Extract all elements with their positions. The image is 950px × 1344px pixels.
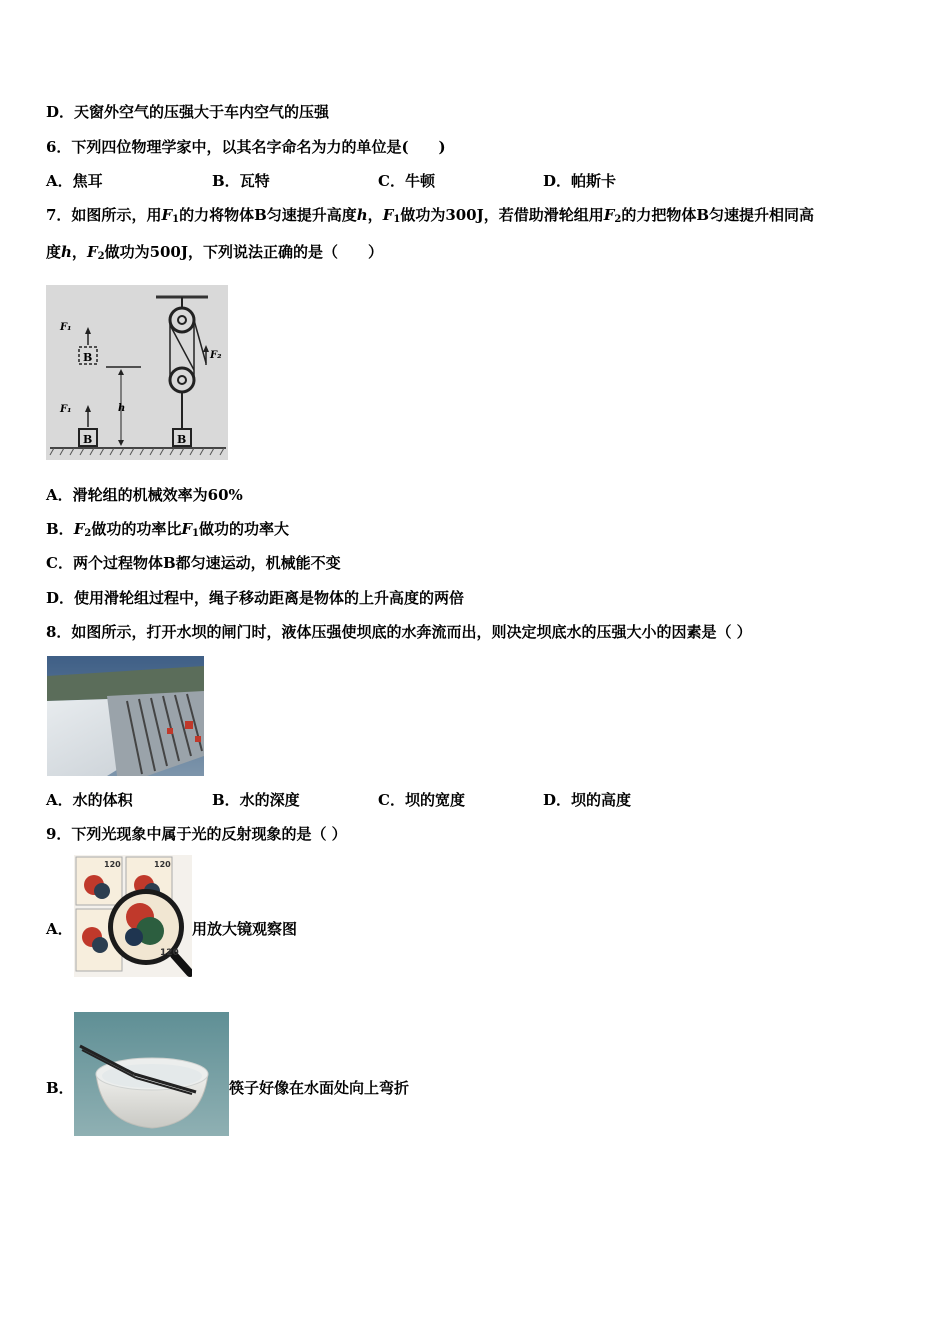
q7-stem-text: 7．如图所示，用 [46, 206, 162, 224]
q7-stem-text: 的力将物体B匀速提升高度 [179, 206, 357, 224]
q6-option-b: B．瓦特 [212, 172, 270, 190]
var-h: h [356, 206, 368, 224]
block-b-label: B [83, 433, 93, 446]
magnifier-photo [74, 855, 192, 977]
q7-option-text: 做功的功率比 [91, 520, 182, 538]
var-f: F [603, 206, 615, 224]
q7-stem-text: 度 [46, 243, 62, 261]
q8-option-b: B．水的深度 [212, 791, 300, 809]
q8-option-c: C．坝的宽度 [378, 791, 465, 809]
q7-stem-text: 做功为500J，下列说法正确的是（ ） [104, 243, 383, 261]
q5-option-d: D．天窗外空气的压强大于车内空气的压强 [46, 103, 330, 121]
var-f: F [161, 206, 173, 224]
var-f: F [181, 520, 192, 538]
label-f2: F₂ [210, 350, 222, 361]
q6-option-a: A．焦耳 [46, 172, 103, 190]
sub-2: 2 [97, 251, 105, 262]
q8-option-a: A．水的体积 [46, 791, 133, 809]
q6-option-d: D．帕斯卡 [543, 172, 617, 190]
q7-stem-text: ， [71, 243, 87, 261]
q8-stem: 8．如图所示，打开水坝的闸门时，液体压强使坝底的水奔流而出，则决定坝底水的压强大小的因素是（ ） [46, 623, 752, 641]
var-f: F [382, 206, 394, 224]
q9-option-a-caption: 用放大镜观察图 [192, 920, 298, 938]
q7-option-text: B． [46, 520, 74, 538]
q9-stem: 9．下列光现象中属于光的反射现象的是（ ） [46, 825, 347, 843]
chopstick-bowl-photo [74, 1012, 229, 1136]
q8-option-d: D．坝的高度 [543, 791, 632, 809]
label-h: h [118, 403, 126, 414]
q7-option-text: 做功的功率大 [198, 520, 289, 538]
pulley-figure [46, 285, 228, 460]
label-f1: F₁ [60, 322, 72, 333]
q7-stem-line1 [46, 205, 814, 230]
stamp-value: 120 [160, 948, 179, 958]
dam-photo [47, 656, 204, 776]
q7-stem-text: ， [367, 206, 383, 224]
var-f: F [73, 520, 85, 538]
var-f: F [86, 243, 98, 261]
stamp-value: 120 [154, 860, 171, 869]
q7-option-a: A．滑轮组的机械效率为60% [46, 486, 243, 504]
sub-2: 2 [614, 214, 622, 225]
block-b-label: B [177, 433, 187, 446]
sub-1: 1 [191, 528, 199, 539]
q7-stem-line2 [46, 242, 383, 267]
sub-1: 1 [172, 214, 180, 225]
q9-option-b-caption: 筷子好像在水面处向上弯折 [229, 1079, 410, 1097]
stamp-value: 120 [104, 860, 121, 869]
q9-option-b-label: B． [46, 1079, 74, 1097]
q7-stem-text: 做功为300J，若借助滑轮组用 [400, 206, 604, 224]
q9-option-a-label: A． [46, 920, 73, 938]
q7-option-c: C．两个过程物体B都匀速运动，机械能不变 [46, 554, 341, 572]
q6-stem: 6．下列四位物理学家中，以其名字命名为力的单位是( ) [46, 138, 446, 156]
q6-option-c: C．牛顿 [378, 172, 435, 190]
sub-1: 1 [393, 214, 401, 225]
q7-stem-text: 的力把物体B匀速提升相同高 [621, 206, 815, 224]
sub-2: 2 [84, 528, 92, 539]
var-h: h [61, 243, 72, 261]
block-b-label: B [83, 351, 93, 364]
q7-option-d: D．使用滑轮组过程中，绳子移动距离是物体的上升高度的两倍 [46, 589, 465, 607]
q7-option-b [46, 519, 289, 544]
label-f1: F₁ [60, 404, 72, 415]
